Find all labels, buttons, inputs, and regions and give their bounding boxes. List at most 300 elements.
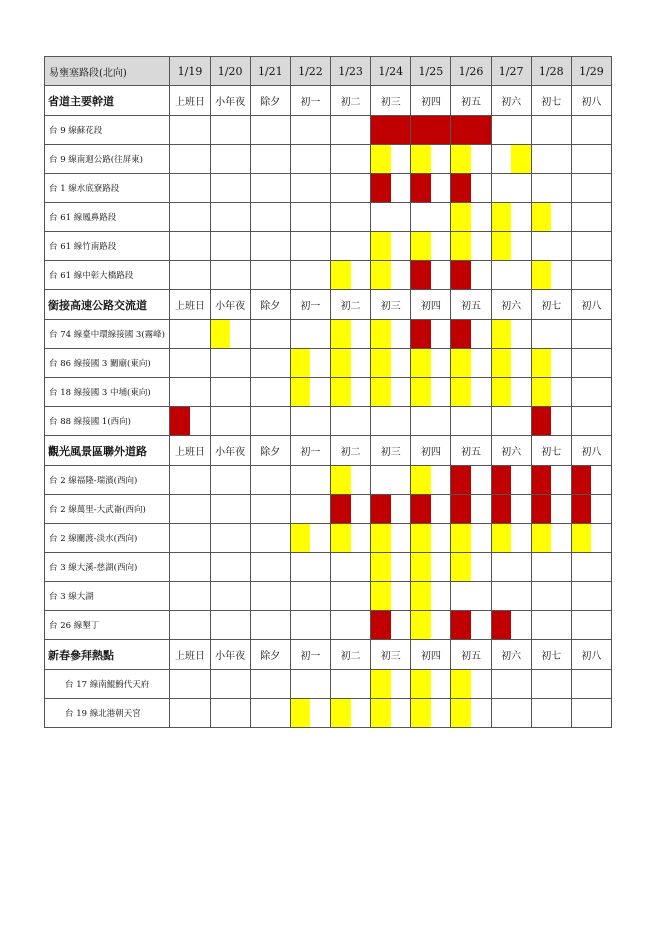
moderate-congestion-cell	[371, 232, 411, 261]
route-name: 台 86 線接國 3 關廟(東向)	[45, 349, 170, 378]
heavy-congestion-cell	[491, 495, 531, 524]
congestion-mark	[492, 232, 512, 260]
congestion-mark	[331, 378, 351, 406]
moderate-congestion-cell	[491, 145, 531, 174]
congestion-mark	[451, 466, 471, 494]
congestion-mark	[411, 466, 431, 494]
route-column-header: 易壅塞路段(北向)	[45, 57, 170, 86]
heavy-congestion-cell	[411, 495, 451, 524]
congestion-mark	[411, 495, 431, 523]
heavy-congestion-cell	[451, 495, 491, 524]
moderate-congestion-cell	[451, 699, 491, 728]
heavy-congestion-cell	[491, 611, 531, 640]
empty-cell	[210, 261, 250, 290]
moderate-congestion-cell	[491, 203, 531, 232]
empty-cell	[531, 670, 571, 699]
congestion-mark	[451, 261, 471, 289]
empty-cell	[290, 407, 330, 436]
moderate-congestion-cell	[411, 670, 451, 699]
empty-cell	[491, 261, 531, 290]
day-label: 初七	[531, 640, 571, 670]
empty-cell	[571, 699, 611, 728]
congestion-mark	[291, 524, 311, 552]
route-row	[45, 495, 612, 524]
congestion-mark	[371, 495, 391, 523]
day-label: 初一	[290, 290, 330, 320]
empty-cell	[290, 174, 330, 203]
empty-cell	[170, 320, 210, 349]
congestion-mark	[371, 670, 391, 698]
congestion-mark	[492, 495, 512, 523]
empty-cell	[290, 466, 330, 495]
moderate-congestion-cell	[371, 553, 411, 582]
empty-cell	[571, 145, 611, 174]
congestion-mark	[371, 582, 391, 610]
empty-cell	[571, 670, 611, 699]
congestion-mark	[492, 378, 512, 406]
congestion-mark	[492, 349, 512, 377]
congestion-mark	[411, 611, 431, 639]
day-label: 除夕	[250, 436, 290, 466]
heavy-congestion-cell	[371, 495, 411, 524]
day-label: 初二	[331, 86, 371, 116]
date-header: 1/23	[331, 57, 371, 86]
congestion-mark	[291, 378, 311, 406]
empty-cell	[571, 116, 611, 145]
day-label: 上班日	[170, 640, 210, 670]
route-name: 台 18 線接國 3 中埔(東向)	[45, 378, 170, 407]
empty-cell	[531, 174, 571, 203]
empty-cell	[290, 582, 330, 611]
congestion-mark	[451, 320, 471, 348]
empty-cell	[170, 203, 210, 232]
empty-cell	[571, 553, 611, 582]
heavy-congestion-cell	[331, 495, 371, 524]
empty-cell	[331, 174, 371, 203]
route-row	[45, 524, 612, 553]
empty-cell	[250, 699, 290, 728]
day-label: 初三	[371, 290, 411, 320]
route-row	[45, 378, 612, 407]
empty-cell	[250, 320, 290, 349]
route-row	[45, 611, 612, 640]
day-label: 小年夜	[210, 640, 250, 670]
empty-cell	[170, 670, 210, 699]
congestion-mark	[411, 524, 431, 552]
date-header: 1/21	[250, 57, 290, 86]
empty-cell	[250, 407, 290, 436]
empty-cell	[531, 320, 571, 349]
congestion-mark	[451, 378, 471, 406]
route-name: 台 61 線鳳鼻路段	[45, 203, 170, 232]
heavy-congestion-cell	[571, 466, 611, 495]
empty-cell	[571, 232, 611, 261]
congestion-mark	[411, 582, 431, 610]
empty-cell	[491, 699, 531, 728]
congestion-mark	[532, 261, 552, 289]
moderate-congestion-cell	[531, 524, 571, 553]
moderate-congestion-cell	[331, 466, 371, 495]
moderate-congestion-cell	[371, 670, 411, 699]
day-label: 初四	[411, 436, 451, 466]
day-label: 初三	[371, 640, 411, 670]
moderate-congestion-cell	[411, 524, 451, 553]
moderate-congestion-cell	[371, 320, 411, 349]
empty-cell	[371, 407, 411, 436]
moderate-congestion-cell	[491, 320, 531, 349]
route-row	[45, 174, 612, 203]
route-name: 台 19 線北港朝天宮	[45, 699, 170, 728]
empty-cell	[531, 116, 571, 145]
congestion-mark	[411, 378, 431, 406]
empty-cell	[250, 524, 290, 553]
congestion-mark	[371, 699, 391, 727]
empty-cell	[331, 116, 371, 145]
empty-cell	[290, 145, 330, 174]
moderate-congestion-cell	[531, 261, 571, 290]
congestion-mark	[411, 553, 431, 581]
moderate-congestion-cell	[210, 320, 250, 349]
congestion-mark	[451, 699, 471, 727]
congestion-mark	[411, 261, 431, 289]
moderate-congestion-cell	[371, 349, 411, 378]
empty-cell	[170, 699, 210, 728]
moderate-congestion-cell	[451, 145, 491, 174]
moderate-congestion-cell	[331, 378, 371, 407]
empty-cell	[170, 261, 210, 290]
day-label: 初一	[290, 436, 330, 466]
day-label: 初八	[571, 436, 611, 466]
route-name: 台 3 線大湖	[45, 582, 170, 611]
congestion-mark	[451, 553, 471, 581]
route-name: 台 2 線福隆-瑞濱(西向)	[45, 466, 170, 495]
day-label: 初四	[411, 640, 451, 670]
empty-cell	[250, 582, 290, 611]
day-label: 初八	[571, 640, 611, 670]
day-label: 初二	[331, 436, 371, 466]
empty-cell	[250, 116, 290, 145]
day-label: 初七	[531, 290, 571, 320]
moderate-congestion-cell	[491, 524, 531, 553]
moderate-congestion-cell	[451, 378, 491, 407]
moderate-congestion-cell	[451, 232, 491, 261]
date-header: 1/28	[531, 57, 571, 86]
moderate-congestion-cell	[571, 524, 611, 553]
heavy-congestion-cell	[371, 611, 411, 640]
congestion-forecast-table	[44, 56, 612, 728]
empty-cell	[531, 611, 571, 640]
empty-cell	[210, 611, 250, 640]
empty-cell	[170, 116, 210, 145]
empty-cell	[210, 466, 250, 495]
moderate-congestion-cell	[371, 524, 411, 553]
empty-cell	[250, 145, 290, 174]
day-label: 初五	[451, 436, 491, 466]
date-header: 1/19	[170, 57, 210, 86]
empty-cell	[290, 553, 330, 582]
route-name: 台 9 線蘇花段	[45, 116, 170, 145]
moderate-congestion-cell	[411, 349, 451, 378]
congestion-mark	[211, 320, 231, 348]
moderate-congestion-cell	[331, 261, 371, 290]
empty-cell	[210, 145, 250, 174]
moderate-congestion-cell	[411, 699, 451, 728]
empty-cell	[170, 466, 210, 495]
congestion-mark	[492, 611, 512, 639]
empty-cell	[250, 174, 290, 203]
empty-cell	[210, 349, 250, 378]
empty-cell	[210, 699, 250, 728]
day-label: 小年夜	[210, 86, 250, 116]
empty-cell	[210, 553, 250, 582]
day-label: 初七	[531, 86, 571, 116]
empty-cell	[491, 407, 531, 436]
congestion-forecast-sheet	[44, 56, 612, 728]
empty-cell	[290, 611, 330, 640]
heavy-congestion-cell	[571, 495, 611, 524]
congestion-mark	[371, 320, 391, 348]
empty-cell	[451, 407, 491, 436]
day-label: 除夕	[250, 290, 290, 320]
congestion-mark	[331, 466, 351, 494]
empty-cell	[571, 407, 611, 436]
congestion-mark	[411, 320, 431, 348]
day-label: 小年夜	[210, 290, 250, 320]
day-label: 初五	[451, 640, 491, 670]
route-row	[45, 116, 612, 145]
congestion-mark	[371, 261, 391, 289]
congestion-mark	[492, 466, 512, 494]
empty-cell	[250, 232, 290, 261]
empty-cell	[250, 670, 290, 699]
congestion-mark	[371, 611, 391, 639]
congestion-mark	[451, 349, 471, 377]
date-header: 1/27	[491, 57, 531, 86]
congestion-mark	[572, 466, 592, 494]
empty-cell	[290, 261, 330, 290]
empty-cell	[451, 582, 491, 611]
section-header-row	[45, 640, 612, 670]
empty-cell	[210, 524, 250, 553]
date-header: 1/22	[290, 57, 330, 86]
route-row	[45, 349, 612, 378]
moderate-congestion-cell	[371, 145, 411, 174]
empty-cell	[571, 261, 611, 290]
moderate-congestion-cell	[531, 378, 571, 407]
section-title: 新春參拜熱點	[45, 640, 170, 670]
congestion-mark	[371, 145, 391, 173]
day-label: 初四	[411, 86, 451, 116]
day-label: 初五	[451, 290, 491, 320]
day-label: 初七	[531, 436, 571, 466]
empty-cell	[531, 145, 571, 174]
moderate-congestion-cell	[371, 261, 411, 290]
route-name: 台 9 線南迴公路(往屏東)	[45, 145, 170, 174]
empty-cell	[170, 611, 210, 640]
empty-cell	[411, 407, 451, 436]
route-name: 台 2 線萬里-大武崙(西向)	[45, 495, 170, 524]
congestion-mark	[492, 524, 512, 552]
empty-cell	[531, 699, 571, 728]
moderate-congestion-cell	[331, 349, 371, 378]
congestion-mark	[331, 699, 351, 727]
empty-cell	[571, 349, 611, 378]
day-label: 初六	[491, 86, 531, 116]
empty-cell	[531, 582, 571, 611]
congestion-mark	[411, 145, 431, 173]
congestion-mark	[291, 349, 311, 377]
route-name: 台 61 線中彰大橋路段	[45, 261, 170, 290]
congestion-mark	[291, 699, 311, 727]
empty-cell	[170, 349, 210, 378]
section-header-row	[45, 436, 612, 466]
empty-cell	[491, 582, 531, 611]
empty-cell	[210, 232, 250, 261]
heavy-congestion-cell	[451, 261, 491, 290]
heavy-congestion-cell	[411, 261, 451, 290]
moderate-congestion-cell	[451, 349, 491, 378]
section-title: 省道主要幹道	[45, 86, 170, 116]
route-row	[45, 582, 612, 611]
day-label: 上班日	[170, 86, 210, 116]
congestion-mark	[371, 553, 391, 581]
congestion-mark	[451, 495, 471, 523]
empty-cell	[250, 553, 290, 582]
heavy-congestion-cell	[371, 116, 411, 145]
moderate-congestion-cell	[411, 232, 451, 261]
heavy-congestion-cell	[451, 174, 491, 203]
congestion-mark	[572, 495, 592, 523]
route-row	[45, 699, 612, 728]
congestion-mark	[532, 495, 552, 523]
congestion-mark	[411, 174, 431, 202]
route-row	[45, 232, 612, 261]
empty-cell	[210, 582, 250, 611]
day-label: 上班日	[170, 290, 210, 320]
congestion-mark	[511, 145, 531, 173]
section-title: 觀光風景區聯外道路	[45, 436, 170, 466]
moderate-congestion-cell	[411, 145, 451, 174]
empty-cell	[170, 232, 210, 261]
moderate-congestion-cell	[371, 699, 411, 728]
moderate-congestion-cell	[451, 553, 491, 582]
empty-cell	[331, 611, 371, 640]
congestion-mark	[492, 203, 512, 231]
date-header: 1/25	[411, 57, 451, 86]
route-name: 台 2 線關渡-淡水(西向)	[45, 524, 170, 553]
moderate-congestion-cell	[331, 524, 371, 553]
empty-cell	[250, 378, 290, 407]
table-body	[45, 57, 612, 728]
moderate-congestion-cell	[290, 699, 330, 728]
moderate-congestion-cell	[371, 378, 411, 407]
day-label: 初一	[290, 640, 330, 670]
heavy-congestion-cell	[451, 611, 491, 640]
congestion-mark	[492, 320, 512, 348]
route-row	[45, 466, 612, 495]
section-title: 銜接高速公路交流道	[45, 290, 170, 320]
section-header-row	[45, 86, 612, 116]
moderate-congestion-cell	[371, 582, 411, 611]
day-label: 除夕	[250, 86, 290, 116]
empty-cell	[210, 116, 250, 145]
empty-cell	[571, 320, 611, 349]
moderate-congestion-cell	[491, 232, 531, 261]
day-label: 小年夜	[210, 436, 250, 466]
empty-cell	[250, 611, 290, 640]
moderate-congestion-cell	[451, 670, 491, 699]
empty-cell	[571, 582, 611, 611]
congestion-mark	[331, 524, 351, 552]
heavy-congestion-cell	[531, 407, 571, 436]
empty-cell	[170, 553, 210, 582]
empty-cell	[371, 466, 411, 495]
heavy-congestion-cell	[371, 174, 411, 203]
empty-cell	[331, 407, 371, 436]
moderate-congestion-cell	[531, 203, 571, 232]
empty-cell	[170, 378, 210, 407]
empty-cell	[331, 203, 371, 232]
empty-cell	[331, 553, 371, 582]
congestion-mark	[170, 407, 190, 435]
empty-cell	[250, 495, 290, 524]
congestion-mark	[371, 174, 391, 202]
empty-cell	[170, 495, 210, 524]
moderate-congestion-cell	[411, 553, 451, 582]
congestion-mark	[451, 524, 471, 552]
moderate-congestion-cell	[411, 378, 451, 407]
empty-cell	[491, 670, 531, 699]
congestion-mark	[411, 232, 431, 260]
moderate-congestion-cell	[451, 203, 491, 232]
heavy-congestion-cell	[411, 174, 451, 203]
congestion-mark	[371, 378, 391, 406]
moderate-congestion-cell	[451, 524, 491, 553]
empty-cell	[210, 670, 250, 699]
moderate-congestion-cell	[411, 466, 451, 495]
header-row	[45, 57, 612, 86]
heavy-congestion-cell	[170, 407, 210, 436]
congestion-mark	[532, 203, 552, 231]
date-header: 1/26	[451, 57, 491, 86]
route-name: 台 26 線墾丁	[45, 611, 170, 640]
day-label: 初六	[491, 640, 531, 670]
route-row	[45, 261, 612, 290]
congestion-mark	[532, 407, 552, 435]
heavy-congestion-cell	[411, 320, 451, 349]
empty-cell	[571, 611, 611, 640]
route-row	[45, 553, 612, 582]
route-row	[45, 670, 612, 699]
empty-cell	[250, 261, 290, 290]
empty-cell	[290, 495, 330, 524]
heavy-congestion-cell	[451, 466, 491, 495]
moderate-congestion-cell	[290, 378, 330, 407]
empty-cell	[531, 553, 571, 582]
empty-cell	[210, 203, 250, 232]
empty-cell	[290, 320, 330, 349]
day-label: 初五	[451, 86, 491, 116]
day-label: 除夕	[250, 640, 290, 670]
congestion-mark	[532, 466, 552, 494]
heavy-congestion-cell	[451, 320, 491, 349]
empty-cell	[250, 349, 290, 378]
empty-cell	[210, 495, 250, 524]
day-label: 初六	[491, 290, 531, 320]
empty-cell	[331, 232, 371, 261]
congestion-mark	[532, 524, 552, 552]
empty-cell	[491, 116, 531, 145]
